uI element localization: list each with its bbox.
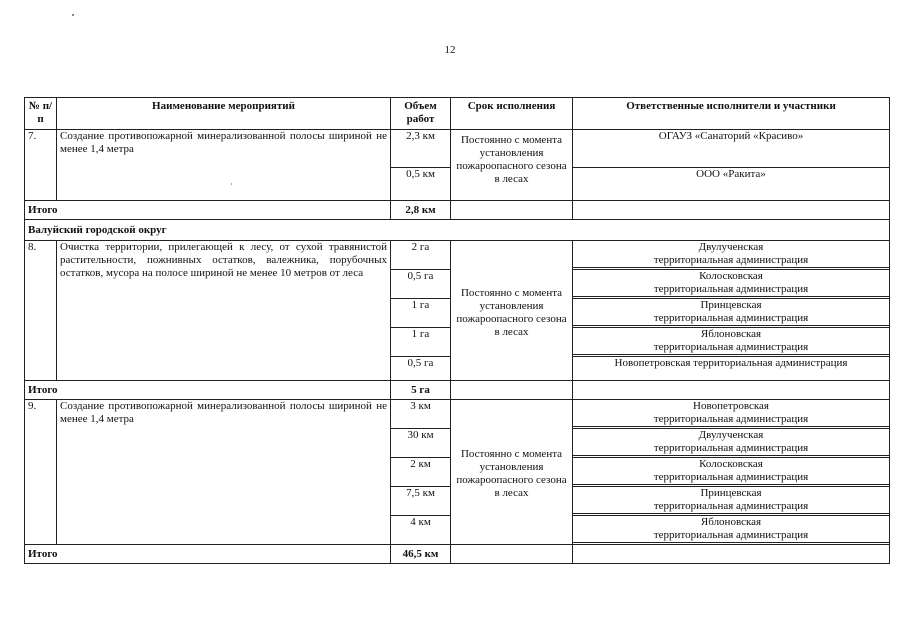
responsible-line-2: территориальная администрация [573,312,889,326]
volume-cell: 1 га [391,328,451,357]
scan-speck [72,14,74,16]
volume-cell: 2,3 км [391,130,451,168]
responsible-line-1: Принцевская [700,299,762,311]
total-row [25,545,890,564]
term-cell [451,400,573,545]
volume-cell: 0,5 км [391,168,451,201]
responsible-line-1: Яблоновская [700,328,762,340]
total-volume: 46,5 км [391,545,451,564]
table-header-row [25,98,890,130]
total-label: Итого [25,545,391,564]
responsible-cell [573,328,890,357]
volume-cell: 4 км [391,516,451,545]
total-label: Итого [25,381,391,400]
responsible-line-2: территориальная администрация [573,341,889,355]
section-title: Валуйский городской округ [25,220,890,241]
total-empty-term [451,545,573,564]
table-row [25,400,890,429]
total-label: Итого [25,201,391,220]
responsible-line-2: территориальная администрация [573,471,889,485]
page-number: 12 [444,44,456,56]
responsible-line-2: территориальная администрация [573,442,889,456]
term-text: Постоянно с момента установления пожароопасного сезона в лесах [456,448,567,499]
responsible-line-1: Двулученская [698,429,764,441]
responsible-line-2: территориальная администрация [573,413,889,427]
responsible-cell [573,299,890,328]
responsible-line-2: территориальная администрация [573,283,889,297]
header-volume: Объем работ [391,98,451,130]
responsible-line-2: территориальная администрация [573,500,889,514]
volume-cell: 3 км [391,400,451,429]
total-empty-responsible [573,201,890,220]
responsible-line-2: территориальная администрация [573,254,889,268]
total-empty-responsible [573,545,890,564]
responsible-line-1: Принцевская [700,487,762,499]
row-num: 8. [25,241,57,381]
table-row [25,241,890,270]
responsible-cell [573,516,890,545]
total-empty-term [451,381,573,400]
volume-cell: 2 га [391,241,451,270]
responsible-cell: ООО «Ракита» [573,168,890,201]
section-row [25,220,890,241]
term-text: Постоянно с момента установления пожароопасного сезона в лесах [456,286,567,338]
volume-cell: 0,5 га [391,270,451,299]
measure-name: Создание противопожарной минерализованной полосы шириной не менее 1,4 метра [57,130,391,201]
measures-table [24,97,890,564]
term-cell [451,130,573,201]
responsible-line-2: территориальная администрация [573,529,889,543]
responsible-cell: ОГАУЗ «Санаторий «Красиво» [573,130,890,168]
measure-name: Создание противопожарной минерализованной полосы шириной не менее 1,4 метра [57,400,391,545]
responsible-cell: Новопетровская территориальная администрация [573,357,890,381]
responsible-cell [573,429,890,458]
header-term: Срок исполнения [451,98,573,130]
responsible-line-1: Яблоновская [700,516,762,528]
volume-cell: 7,5 км [391,487,451,516]
measure-name: Очистка территории, прилегающей к лесу, от сухой травянистой растительности, пожнивных остатков, валежника, порубочных остатков, мусора на полосе шириной не менее 10 метров от леса [57,241,391,381]
total-empty-term [451,201,573,220]
responsible-line-1: Новопетровская [693,400,769,412]
volume-cell: 0,5 га [391,357,451,381]
total-volume: 2,8 км [391,201,451,220]
header-num: № п/п [25,98,57,130]
responsible-cell [573,400,890,429]
responsible-cell [573,270,890,299]
volume-cell: 1 га [391,299,451,328]
total-row [25,381,890,400]
header-name: Наименование мероприятий [57,98,391,130]
responsible-cell [573,487,890,516]
term-text: Постоянно с момента установления пожароопасного сезона в лесах [456,134,567,185]
responsible-line-1: Двулученская [698,241,764,253]
responsible-line-1: Колосковская [699,270,763,282]
scan-dot: · [230,180,233,189]
total-volume: 5 га [391,381,451,400]
responsible-line-1: Колосковская [699,458,763,470]
total-empty-responsible [573,381,890,400]
term-cell [451,241,573,381]
row-num: 7. [25,130,57,201]
header-responsible: Ответственные исполнители и участники [573,98,890,130]
row-num: 9. [25,400,57,545]
responsible-cell [573,241,890,270]
total-row [25,201,890,220]
volume-cell: 30 км [391,429,451,458]
responsible-cell [573,458,890,487]
volume-cell: 2 км [391,458,451,487]
table-row [25,130,890,168]
